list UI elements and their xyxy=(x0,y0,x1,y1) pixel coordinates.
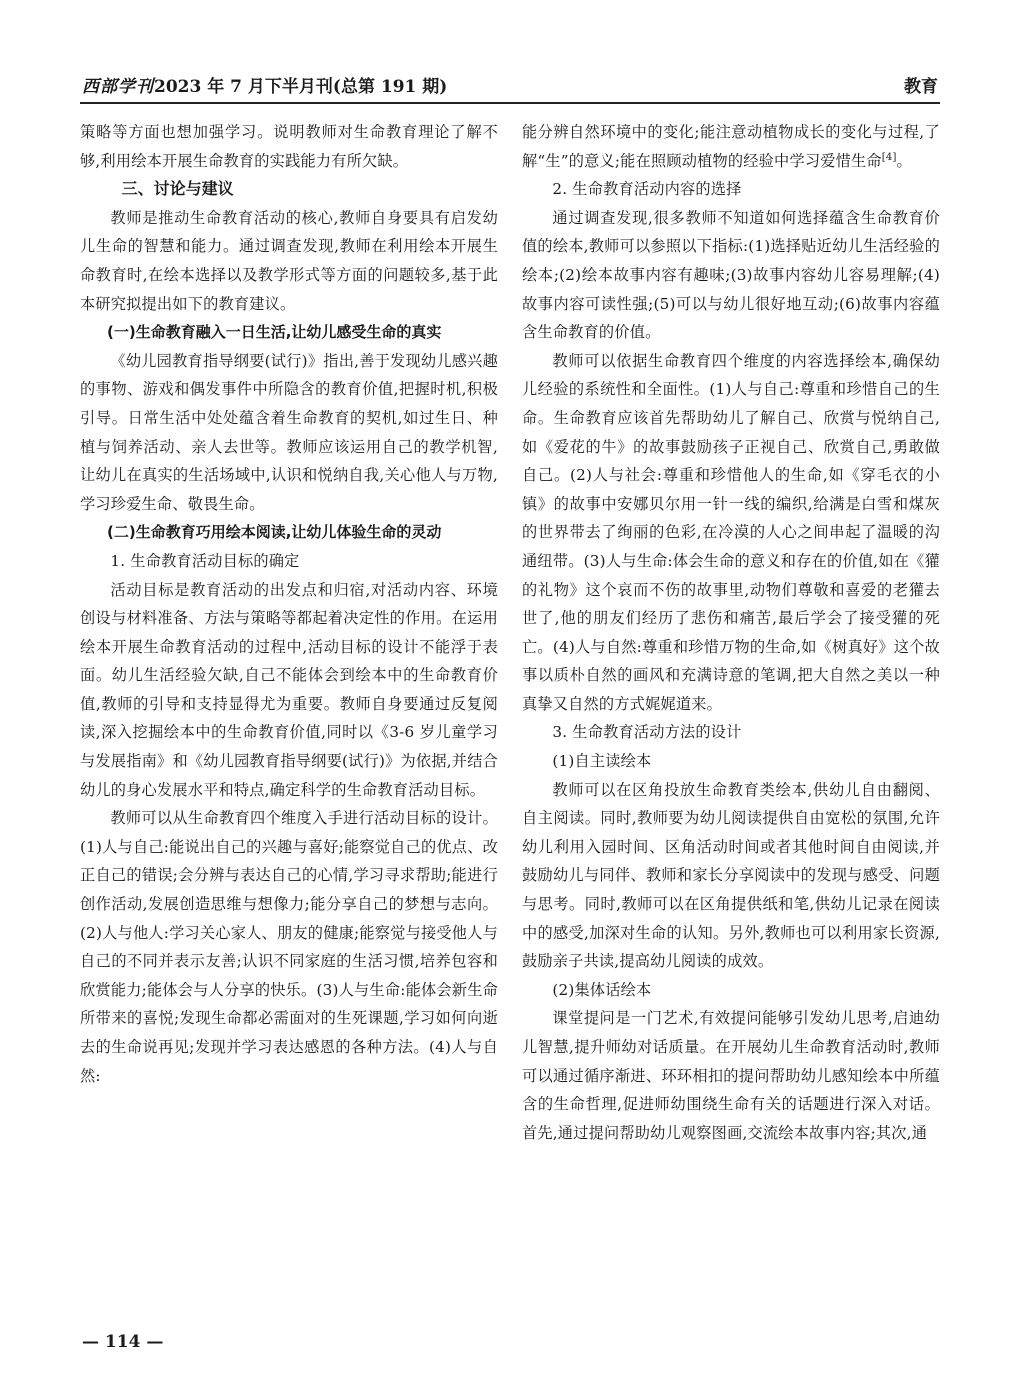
right-column xyxy=(522,118,940,1147)
section-name: 教育 xyxy=(904,77,938,97)
paragraph-text: 策略等方面也想加强学习。说明教师对生命教育理论了解不够,利用绘本开展生命教育的实践能力有所欠缺。 xyxy=(80,123,498,170)
citation-ref: [4] xyxy=(881,151,897,163)
paragraph-text: (2)集体话绘本 xyxy=(552,980,652,999)
paragraph xyxy=(80,347,498,519)
subsection-heading: (二)生命教育巧用绘本阅读,让幼儿体验生命的灵动 xyxy=(107,523,442,542)
paragraph xyxy=(80,118,498,175)
paragraph-text: 教师是推动生命教育活动的核心,教师自身要具有启发幼儿生命的智慧和能力。通过调查发现,教师在利用绘本开展生命教育时,在绘本选择以及教学形式等方面的问题较多,基于此本研究拟提出如下的教育建议。 xyxy=(80,208,498,313)
paragraph xyxy=(522,976,940,1005)
paragraph-text: 教师可以在区角投放生命教育类绘本,供幼儿自由翻阅、自主阅读。同时,教师要为幼儿阅读提供自由宽松的氛围,允许幼儿利用入园时间、区角活动时间或者其他时间自由阅读,并鼓励幼儿与同伴、教师和家长分享阅读中的发现与感受、问题与思考。同时,教师可以在区角提供纸和笔,供幼儿记录在阅读中的感受,加深对生命的认知。另外,教师也可以利用家长资源,鼓励亲子共读,提高幼儿阅读的成效。 xyxy=(522,780,940,971)
paragraph-text: 教师可以从生命教育四个维度入手进行活动目标的设计。(1)人与自己:能说出自己的兴趣与喜好;能察觉自己的优点、改正自己的错误;会分辨与表达自己的心情,学习寻求帮助;能进行创作活动,发展创造思维与想像力;能分享自己的梦想与志向。(2)人与他人:学习关心家人、朋友的健康;能察觉与接受他人与自己的不同并表示友善;认识不同家庭的生活习惯,培养包容和欣赏能力;能体会与人分享的快乐。(3)人与生命:能体会新生命所带来的喜悦;发现生命都必需面对的生死课题,学习如何向逝去的生命说再见;发现并学习表达感恩的各种方法。(4)人与自然: xyxy=(80,809,498,1085)
paragraph xyxy=(522,204,940,347)
page-number: — 114 — xyxy=(82,1332,164,1352)
journal-logo: 西部学刊 xyxy=(82,77,154,97)
paragraph-text: 教师可以依据生命教育四个维度的内容选择绘本,确保幼儿经验的系统性和全面性。(1)人与自己:尊重和珍惜自己的生命。生命教育应该首先帮助幼儿了解自己、欣赏与悦纳自己,如《爱花的牛》的故事鼓励孩子正视自己、欣赏自己,勇敢做自己。(2)人与社会:尊重和珍惜他人的生命,如《穿毛衣的小镇》的故事中安娜贝尔用一针一线的编织,给满是白雪和煤灰的世界带去了绚丽的色彩,在冷漠的人心之间串起了温暖的沟通纽带。(3)人与生命:体会生命的意义和存在的价值,如在《獾的礼物》这个哀而不伤的故事里,动物们尊敬和喜爱的老獾去世了,他的朋友们经历了悲伤和痛苦,最后学会了接受獾的死亡。(4)人与自然:尊重和珍惜万物的生命,如《树真好》这个故事以质朴自然的画风和充满诗意的笔调,把大自然之美以一种真挚又自然的方式娓娓道来。 xyxy=(522,351,940,713)
paragraph-text: 课堂提问是一门艺术,有效提问能够引发幼儿思考,启迪幼儿智慧,提升师幼对话质量。在开展幼儿生命教育活动时,教师可以通过循序渐进、环环相扣的提问帮助幼儿感知绘本中所蕴含的生命哲理,促进师幼围绕生命有关的话题进行深入对话。首先,通过提问帮助幼儿观察图画,交流绘本故事内容;其次,通 xyxy=(522,1009,940,1142)
paragraph-tail: 。 xyxy=(896,151,912,170)
paragraph xyxy=(80,576,498,805)
paragraph-text: 《幼儿园教育指导纲要(试行)》指出,善于发现幼儿感兴趣的事物、游戏和偶发事件中所隐含的教育价值,把握时机,积极引导。日常生活中处处蕴含着生命教育的契机,如过生日、种植与饲养活动、亲人去世等。教师应该运用自己的教学机智,让幼儿在真实的生活场域中,认识和悦纳自我,关心他人与万物,学习珍爱生命、敬畏生命。 xyxy=(80,351,498,513)
section-heading: 三、讨论与建议 xyxy=(121,179,234,199)
left-column xyxy=(80,118,498,1090)
paragraph xyxy=(80,804,498,1090)
issue-info: 2023 年 7 月下半月刊(总第 191 期) xyxy=(154,77,448,97)
running-header xyxy=(80,68,940,104)
paragraph xyxy=(522,1004,940,1147)
paragraph-text: 通过调查发现,很多教师不知道如何选择蕴含生命教育价值的绘本,教师可以参照以下指标:(1)选择贴近幼儿生活经验的绘本;(2)绘本故事内容有趣味;(3)故事内容幼儿容易理解;(4)故事内容可读性强;(5)可以与幼儿很好地互动;(6)故事内容蕴含生命教育的价值。 xyxy=(522,208,940,342)
paragraph-text: 3. 生命教育活动方法的设计 xyxy=(552,723,742,742)
journal-issue xyxy=(82,72,447,97)
paragraph xyxy=(80,547,498,576)
paragraph xyxy=(522,118,940,175)
paragraph xyxy=(522,776,940,976)
paragraph xyxy=(80,204,498,318)
paragraph xyxy=(522,175,940,204)
paragraph-text: 活动目标是教育活动的出发点和归宿,对活动内容、环境创设与材料准备、方法与策略等都起着决定性的作用。在运用绘本开展生命教育活动的过程中,活动目标的设计不能浮于表面。幼儿生活经验欠缺,自己不能体会到绘本中的生命教育价值,教师的引导和支持显得尤为重要。教师自身要通过反复阅读,深入挖掘绘本中的生命教育价值,同时以《3-6 岁儿童学习与发展指南》和《幼儿园教育指导纲要(试行)》为依据,并结合幼儿的身心发展水平和特点,确定科学的生命教育活动目标。 xyxy=(80,580,498,799)
paragraph-text: 2. 生命教育活动内容的选择 xyxy=(552,180,742,199)
paragraph-text: (1)自主读绘本 xyxy=(552,752,652,771)
paragraph xyxy=(522,747,940,776)
paragraph-text: 能分辨自然环境中的变化;能注意动植物成长的变化与过程,了解“生”的意义;能在照顾动植物的经验中学习爱惜生命 xyxy=(522,123,940,170)
subsection-heading: (一)生命教育融入一日生活,让幼儿感受生命的真实 xyxy=(107,323,442,342)
paragraph xyxy=(522,718,940,747)
paragraph xyxy=(522,347,940,719)
paragraph-text: 1. 生命教育活动目标的确定 xyxy=(110,551,300,570)
